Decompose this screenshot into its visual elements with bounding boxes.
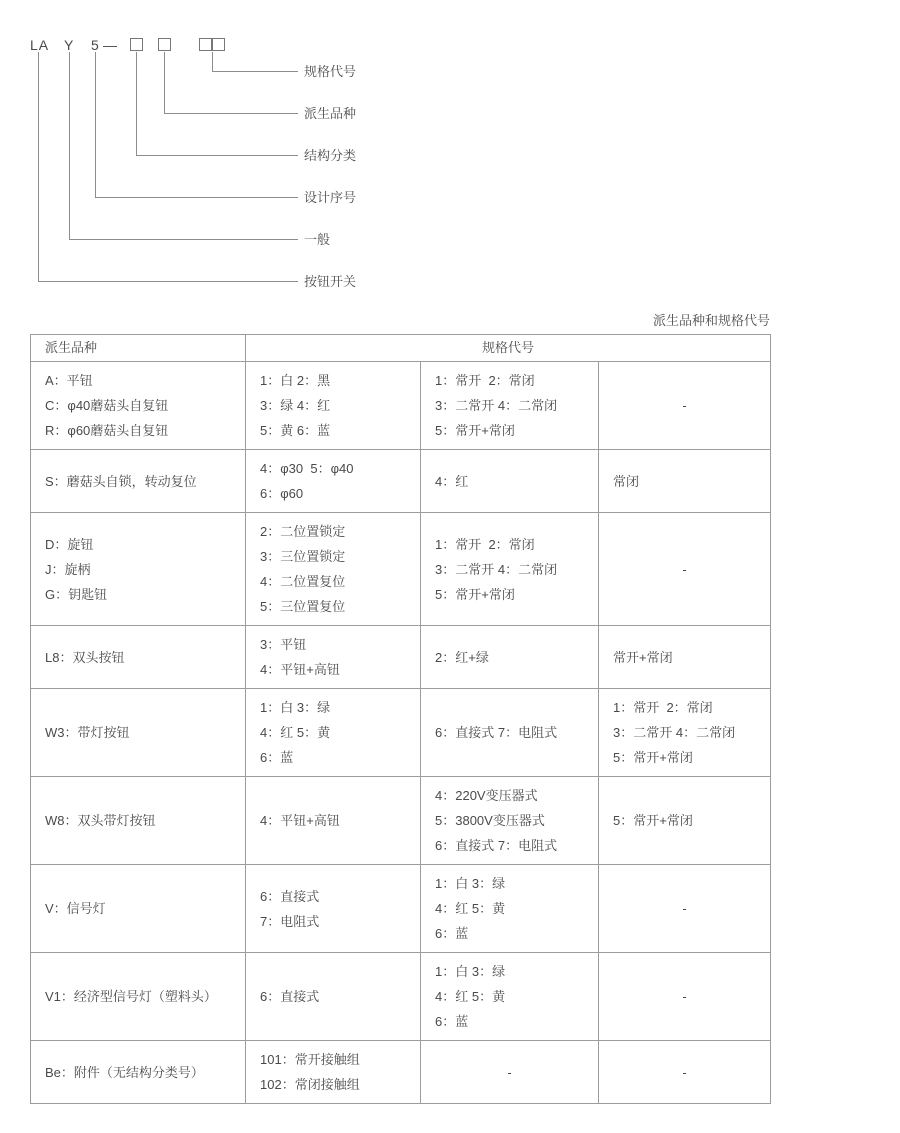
branch-label: 派生品种	[304, 106, 357, 121]
spec-cell-1	[246, 450, 421, 513]
cell-line: 5：常开+常闭	[613, 750, 693, 765]
table-row	[31, 777, 771, 865]
spec-cell-2	[421, 777, 599, 865]
spec-cell-2	[421, 689, 599, 777]
model-code-diagram	[0, 0, 900, 308]
cell-line: 1：常开 2：常闭	[613, 700, 713, 715]
branch-label: 一般	[304, 232, 331, 247]
cell-line: C：φ40蘑菇头自复钮	[45, 398, 169, 413]
cell-line: 3：二常开 4：二常闭	[613, 725, 736, 740]
code-placeholder-box	[130, 38, 143, 51]
cell-line: 3：二常开 4：二常闭	[435, 561, 558, 577]
cell-line: 2：二位置锁定	[260, 524, 346, 539]
code-placeholder-box	[199, 38, 212, 51]
spec-cell-1	[246, 953, 421, 1041]
table-row	[31, 513, 771, 626]
cell-line: -	[682, 561, 687, 577]
cell-line: L8：双头按钮	[45, 649, 125, 665]
spec-cell-3	[599, 626, 771, 689]
cell-line: 6：蓝	[435, 926, 469, 941]
cell-line: 1：白 2：黑	[260, 373, 331, 388]
header-variety: 派生品种	[31, 335, 246, 362]
spec-cell-1	[246, 1041, 421, 1104]
cell-line: 1：常开 2：常闭	[435, 536, 535, 552]
cell-line: Be：附件（无结构分类号）	[45, 1064, 204, 1080]
cell-line: 6：直接式	[260, 888, 320, 904]
cell-line: V：信号灯	[45, 901, 106, 916]
variety-cell	[31, 513, 246, 626]
table-caption: 派生品种和规格代号	[652, 313, 770, 328]
spec-cell-2	[421, 450, 599, 513]
spec-cell-3	[599, 689, 771, 777]
code-placeholder-box	[212, 38, 225, 51]
spec-cell-1	[246, 362, 421, 450]
cell-line: 4：平钮+高钮	[260, 662, 340, 677]
cell-line: 6：直接式 7：电阻式	[435, 725, 558, 740]
spec-cell-3	[599, 362, 771, 450]
cell-line: 常开+常闭	[613, 649, 673, 665]
cell-line: 4：红	[435, 473, 469, 489]
spec-cell-2	[421, 953, 599, 1041]
spec-cell-3	[599, 1041, 771, 1104]
cell-line: 5：黄 6：蓝	[260, 423, 331, 438]
spec-cell-2	[421, 626, 599, 689]
cell-line: 1：常开 2：常闭	[435, 373, 535, 388]
variety-cell	[31, 626, 246, 689]
cell-line: -	[682, 901, 687, 916]
cell-line: 5：常开+常闭	[435, 423, 515, 438]
table-row	[31, 1041, 771, 1104]
header-spec-group: 规格代号	[246, 335, 771, 362]
spec-cell-1	[246, 626, 421, 689]
cell-line: 3：三位置锁定	[260, 549, 346, 564]
cell-line: 6：直接式 7：电阻式	[435, 838, 558, 853]
variety-cell	[31, 777, 246, 865]
cell-line: A：平钮	[45, 373, 93, 388]
cell-line: R：φ60蘑菇头自复钮	[45, 423, 169, 438]
spec-table	[30, 334, 771, 1104]
cell-line: 6：φ60	[260, 486, 304, 501]
variety-cell	[31, 953, 246, 1041]
branch-label: 按钮开关	[304, 274, 357, 289]
table-row	[31, 689, 771, 777]
cell-line: 3：绿 4：红	[260, 398, 331, 413]
cell-line: 6：蓝	[435, 1014, 469, 1029]
spec-cell-1	[246, 689, 421, 777]
cell-line: 7：电阻式	[260, 913, 320, 929]
spec-cell-2	[421, 362, 599, 450]
spec-cell-3	[599, 953, 771, 1041]
cell-line: 常闭	[613, 473, 640, 489]
cell-line: -	[507, 1064, 512, 1080]
branch-label: 结构分类	[304, 148, 357, 163]
cell-line: 1：白 3：绿	[435, 964, 506, 979]
cell-line: D：旋钮	[45, 536, 94, 552]
spec-cell-1	[246, 777, 421, 865]
model-code-part: LA	[30, 37, 50, 53]
cell-line: 4：φ30 5：φ40	[260, 461, 354, 476]
spec-cell-3	[599, 777, 771, 865]
cell-line: 5：常开+常闭	[435, 586, 515, 602]
spec-cell-1	[246, 865, 421, 953]
table-row	[31, 626, 771, 689]
cell-line: -	[682, 989, 687, 1004]
cell-line: G：钥匙钮	[45, 586, 108, 602]
cell-line: 1：白 3：绿	[260, 700, 331, 715]
cell-line: 4：红 5：黄	[260, 725, 331, 740]
variety-cell	[31, 1041, 246, 1104]
model-code-part: Y	[64, 37, 75, 53]
cell-line: 6：蓝	[260, 750, 294, 765]
header-row	[31, 335, 771, 362]
cell-line: 3：二常开 4：二常闭	[435, 398, 558, 413]
cell-line: 3：平钮	[260, 637, 307, 652]
cell-line: V1：经济型信号灯（塑料头）	[45, 989, 217, 1004]
spec-cell-2	[421, 1041, 599, 1104]
cell-line: 1：白 3：绿	[435, 876, 506, 891]
spec-cell-2	[421, 865, 599, 953]
cell-line: 4：平钮+高钮	[260, 813, 340, 828]
spec-cell-3	[599, 865, 771, 953]
spec-cell-2	[421, 513, 599, 626]
cell-line: S：蘑菇头自锁，转动复位	[45, 473, 197, 489]
cell-line: 102：常闭接触组	[260, 1077, 360, 1092]
code-placeholder-box	[158, 38, 171, 51]
spec-cell-3	[599, 513, 771, 626]
cell-line: 2：红+绿	[435, 649, 489, 665]
branch-label: 规格代号	[304, 64, 357, 79]
variety-cell	[31, 450, 246, 513]
model-code-part: 5	[91, 37, 100, 53]
table-row	[31, 362, 771, 450]
table-row	[31, 865, 771, 953]
variety-cell	[31, 362, 246, 450]
cell-line: 5：3800V变压器式	[435, 813, 545, 828]
model-code-part: —	[103, 37, 118, 53]
spec-cell-1	[246, 513, 421, 626]
cell-line: 4：红 5：黄	[435, 989, 506, 1004]
cell-line: -	[682, 398, 687, 413]
cell-line: J：旋柄	[45, 561, 91, 577]
cell-line: -	[682, 1064, 687, 1080]
cell-line: 5：三位置复位	[260, 599, 346, 614]
cell-line: W8：双头带灯按钮	[45, 813, 156, 828]
table-row	[31, 953, 771, 1041]
variety-cell	[31, 689, 246, 777]
cell-line: 4：220V变压器式	[435, 788, 538, 803]
variety-cell	[31, 865, 246, 953]
branch-label: 设计序号	[304, 190, 357, 205]
connector-line	[38, 52, 298, 282]
cell-line: 4：二位置复位	[260, 574, 346, 589]
cell-line: 6：直接式	[260, 989, 320, 1004]
cell-line: 5：常开+常闭	[613, 813, 693, 828]
cell-line: W3：带灯按钮	[45, 725, 130, 740]
cell-line: 4：红 5：黄	[435, 901, 506, 916]
spec-cell-3	[599, 450, 771, 513]
cell-line: 101：常开接触组	[260, 1052, 360, 1067]
table-row	[31, 450, 771, 513]
